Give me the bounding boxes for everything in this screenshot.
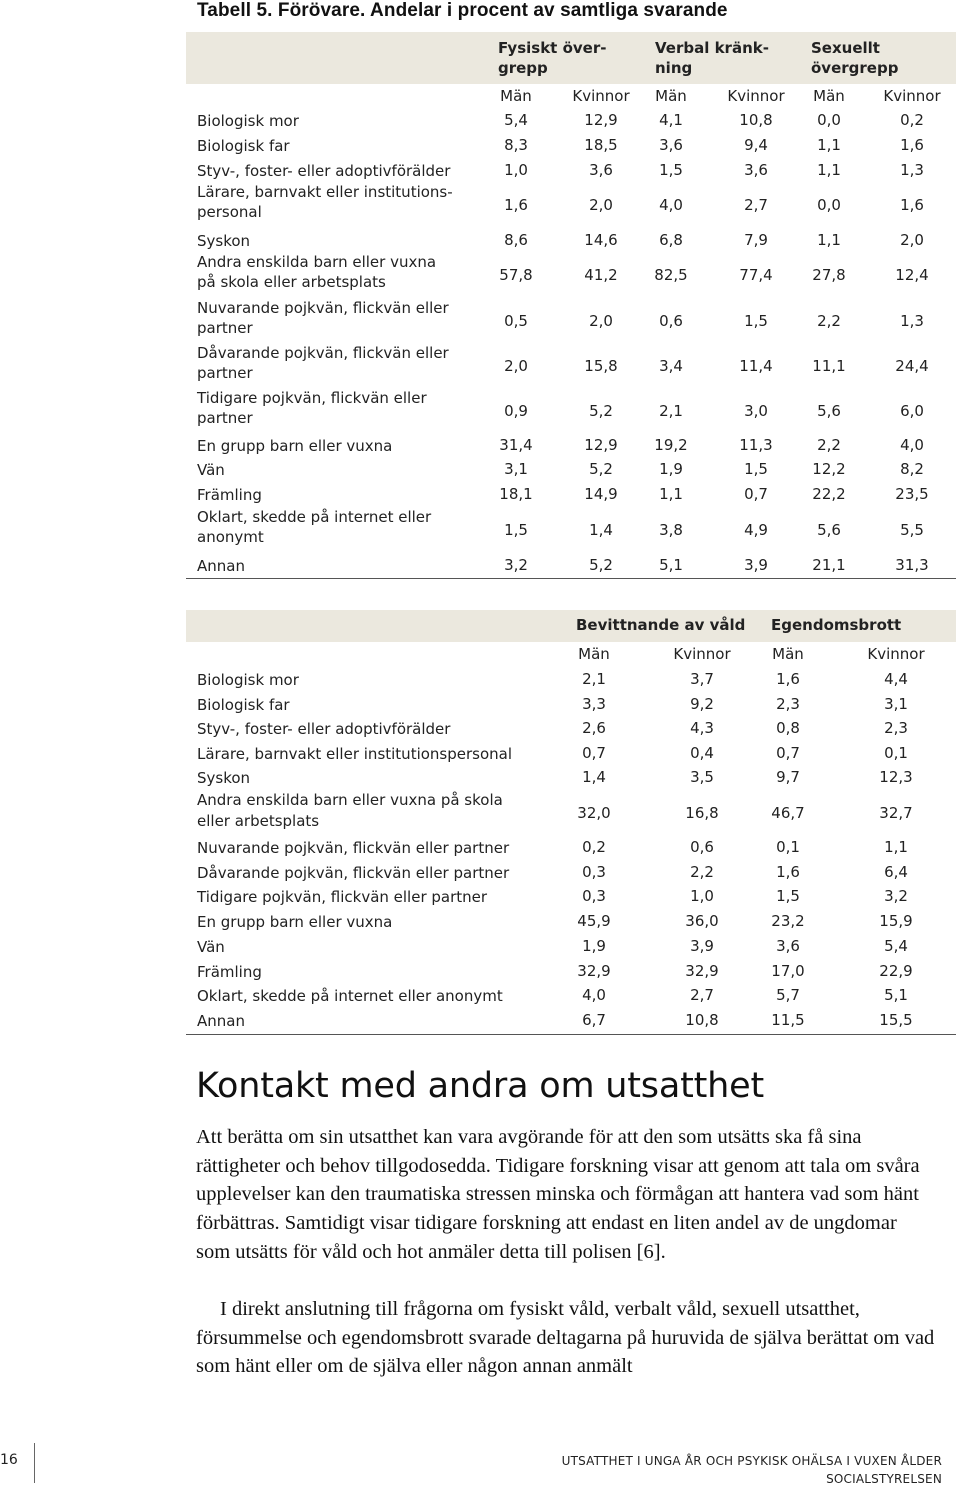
table-cell: 2,2 — [817, 436, 841, 454]
table-cell: 3,6 — [776, 937, 800, 955]
table-cell: 15,8 — [584, 357, 618, 375]
table-cell: 1,5 — [776, 887, 800, 905]
table-cell: 32,9 — [577, 962, 611, 980]
table-cell: 2,7 — [744, 196, 768, 214]
table-cell: 16,8 — [685, 804, 719, 822]
column-group-header: Sexuellt övergrepp — [811, 39, 899, 77]
table-cell: 15,9 — [879, 912, 913, 930]
table-cell: 1,3 — [900, 161, 924, 179]
table-cell: 23,2 — [771, 912, 805, 930]
table-cell: 3,5 — [690, 768, 714, 786]
table-cell: 0,2 — [900, 111, 924, 129]
column-group-header: Bevittnande av våld — [576, 616, 746, 634]
table-cell: 4,0 — [900, 436, 924, 454]
table-cell: 24,4 — [895, 357, 929, 375]
table-cell: 0,9 — [504, 402, 528, 420]
table-cell: 14,6 — [584, 231, 618, 249]
table-cell: 5,4 — [884, 937, 908, 955]
row-label: Oklart, skedde på internet eller anonymt — [197, 987, 503, 1005]
table-cell: 1,1 — [659, 485, 683, 503]
table-cell: 4,1 — [659, 111, 683, 129]
table-cell: 46,7 — [771, 804, 805, 822]
table-cell: 6,8 — [659, 231, 683, 249]
table-cell: 36,0 — [685, 912, 719, 930]
table-cell: 11,3 — [739, 436, 773, 454]
table-cell: 9,2 — [690, 695, 714, 713]
table-cell: 1,9 — [659, 460, 683, 478]
table-cell: 12,4 — [895, 266, 929, 284]
table-cell: 0,4 — [690, 744, 714, 762]
table-cell: 1,4 — [589, 521, 613, 539]
table-cell: 5,6 — [817, 402, 841, 420]
paragraph: I direkt anslutning till frågorna om fysiskt våld, verbalt våld, sexuell utsatthet, försummelse och egendomsbrott svarade deltagarna på huruvida de själva berättat om vad som hänt eller om de själva eller någon annan anmält — [196, 1298, 935, 1378]
row-label: Biologisk mor — [197, 671, 299, 689]
footer-publication-title: UTSATTHET I UNGA ÅR OCH PSYKISK OHÄLSA I VUXEN ÅLDER — [561, 1454, 942, 1468]
table-cell: 12,9 — [584, 111, 618, 129]
table-cell: 32,9 — [685, 962, 719, 980]
table-title: Tabell 5. Förövare. Andelar i procent av samtliga svarande — [197, 0, 728, 21]
paragraph: Att berätta om sin utsatthet kan vara avgörande för att den som utsätts ska få sina rättigheter och behov tillgodosedda. Tidigare forskning visar att genom att tala om svåra upplevelser kan den traumatiska stressen minska och förmågan att hantera vad som hänt förbättras. Samtidigt visar tidigare forskning att endast en liten andel av de ungdomar som utsätts för våld och hot anmäler detta till polisen [6]. — [196, 1126, 920, 1263]
table-cell: 6,7 — [582, 1011, 606, 1029]
row-label: Annan — [197, 557, 245, 575]
column-group-header: Fysiskt över- grepp — [498, 39, 607, 77]
table-cell: 1,0 — [690, 887, 714, 905]
row-label: Främling — [197, 963, 262, 981]
table-cell: 2,0 — [589, 312, 613, 330]
table-cell: 1,0 — [504, 161, 528, 179]
table-cell: 1,4 — [582, 768, 606, 786]
table-2-bottom-rule — [186, 1034, 956, 1035]
table-cell: 1,1 — [817, 231, 841, 249]
table-cell: 0,5 — [504, 312, 528, 330]
row-label: Tidigare pojkvän, flickvän eller partner — [197, 888, 488, 906]
table-cell: 1,5 — [744, 460, 768, 478]
table-cell: 0,0 — [817, 196, 841, 214]
table-cell: 23,5 — [895, 485, 929, 503]
row-label: Biologisk far — [197, 137, 290, 155]
table-cell: 4,0 — [582, 986, 606, 1004]
table-cell: 2,3 — [884, 719, 908, 737]
table-cell: 2,0 — [900, 231, 924, 249]
table-cell: 3,4 — [659, 357, 683, 375]
table-cell: 5,5 — [900, 521, 924, 539]
table-cell: 2,1 — [659, 402, 683, 420]
row-label: Dåvarande pojkvän, flickvän eller partner — [197, 344, 449, 382]
table-cell: 1,5 — [659, 161, 683, 179]
table-cell: 1,6 — [900, 196, 924, 214]
table-cell: 12,2 — [812, 460, 846, 478]
table-cell: 2,0 — [504, 357, 528, 375]
row-label: Annan — [197, 1012, 245, 1030]
table-cell: 0,3 — [582, 863, 606, 881]
table-cell: 3,2 — [884, 887, 908, 905]
table-cell: 2,6 — [582, 719, 606, 737]
row-label: Styv-, foster- eller adoptivförälder — [197, 720, 451, 738]
row-label: Vän — [197, 461, 225, 479]
table-cell: 57,8 — [499, 266, 533, 284]
row-label: Oklart, skedde på internet eller anonymt — [197, 508, 432, 546]
table-cell: 3,3 — [582, 695, 606, 713]
table-cell: 8,3 — [504, 136, 528, 154]
table-cell: 1,1 — [884, 838, 908, 856]
table-cell: 45,9 — [577, 912, 611, 930]
table-cell: 0,3 — [582, 887, 606, 905]
table-cell: 3,9 — [744, 556, 768, 574]
table-cell: 8,6 — [504, 231, 528, 249]
row-label: Syskon — [197, 769, 251, 787]
table-cell: 11,5 — [771, 1011, 805, 1029]
table-cell: 5,7 — [776, 986, 800, 1004]
table-cell: 3,0 — [744, 402, 768, 420]
table-cell: 2,0 — [589, 196, 613, 214]
column-subheader: Män — [813, 87, 845, 105]
table-cell: 22,9 — [879, 962, 913, 980]
column-subheader: Kvinnor — [673, 645, 731, 663]
column-subheader: Kvinnor — [883, 87, 941, 105]
table-cell: 32,0 — [577, 804, 611, 822]
row-label: Biologisk mor — [197, 112, 299, 130]
table-cell: 21,1 — [812, 556, 846, 574]
column-subheader: Män — [655, 87, 687, 105]
table-cell: 15,5 — [879, 1011, 913, 1029]
table-cell: 1,6 — [900, 136, 924, 154]
column-subheader: Kvinnor — [727, 87, 785, 105]
footer-divider — [34, 1443, 35, 1483]
row-label: En grupp barn eller vuxna — [197, 913, 393, 931]
table-cell: 11,4 — [739, 357, 773, 375]
table-cell: 0,7 — [582, 744, 606, 762]
table-cell: 5,1 — [884, 986, 908, 1004]
column-subheader: Män — [578, 645, 610, 663]
table-cell: 3,8 — [659, 521, 683, 539]
table-cell: 27,8 — [812, 266, 846, 284]
column-subheader: Män — [500, 87, 532, 105]
row-label: Lärare, barnvakt eller institutions- personal — [197, 183, 453, 221]
table-cell: 82,5 — [654, 266, 688, 284]
table-cell: 9,7 — [776, 768, 800, 786]
table-cell: 2,2 — [690, 863, 714, 881]
table-cell: 0,6 — [690, 838, 714, 856]
table-cell: 3,7 — [690, 670, 714, 688]
table-cell: 0,7 — [776, 744, 800, 762]
row-label: Lärare, barnvakt eller institutionspersonal — [197, 745, 513, 763]
table-cell: 4,4 — [884, 670, 908, 688]
table-cell: 5,4 — [504, 111, 528, 129]
table-cell: 11,1 — [812, 357, 846, 375]
row-label: Biologisk far — [197, 696, 290, 714]
table-cell: 0,1 — [776, 838, 800, 856]
row-label: Andra enskilda barn eller vuxna på skola eller arbetsplats — [197, 253, 437, 291]
table-cell: 5,6 — [817, 521, 841, 539]
table-cell: 7,9 — [744, 231, 768, 249]
table-cell: 1,6 — [776, 670, 800, 688]
table-cell: 6,4 — [884, 863, 908, 881]
table-cell: 0,2 — [582, 838, 606, 856]
row-label: Styv-, foster- eller adoptivförälder — [197, 162, 451, 180]
table-1-bottom-rule — [186, 578, 956, 579]
table-cell: 32,7 — [879, 804, 913, 822]
table-cell: 17,0 — [771, 962, 805, 980]
table-cell: 0,0 — [817, 111, 841, 129]
table-cell: 6,0 — [900, 402, 924, 420]
table-cell: 1,9 — [582, 937, 606, 955]
table-cell: 2,7 — [690, 986, 714, 1004]
table-cell: 0,8 — [776, 719, 800, 737]
row-label: Syskon — [197, 232, 251, 250]
table-cell: 31,3 — [895, 556, 929, 574]
page-number: 16 — [0, 1452, 18, 1468]
table-cell: 3,1 — [884, 695, 908, 713]
table-cell: 8,2 — [900, 460, 924, 478]
table-cell: 1,1 — [817, 161, 841, 179]
table-cell: 18,1 — [499, 485, 533, 503]
table-cell: 9,4 — [744, 136, 768, 154]
footer-organization: SOCIALSTYRELSEN — [826, 1472, 942, 1486]
row-label: Tidigare pojkvän, flickvän eller partner — [197, 389, 427, 427]
row-label: Dåvarande pojkvän, flickvän eller partner — [197, 864, 510, 882]
table-cell: 5,2 — [589, 402, 613, 420]
table-cell: 5,2 — [589, 460, 613, 478]
table-cell: 1,3 — [900, 312, 924, 330]
column-subheader: Män — [772, 645, 804, 663]
row-label: En grupp barn eller vuxna — [197, 437, 393, 455]
row-label: Nuvarande pojkvän, flickvän eller partner — [197, 299, 449, 337]
table-cell: 19,2 — [654, 436, 688, 454]
table-cell: 2,2 — [817, 312, 841, 330]
table-cell: 10,8 — [739, 111, 773, 129]
table-cell: 0,6 — [659, 312, 683, 330]
table-cell: 18,5 — [584, 136, 618, 154]
row-label: Nuvarande pojkvän, flickvän eller partner — [197, 839, 510, 857]
table-cell: 22,2 — [812, 485, 846, 503]
table-cell: 4,3 — [690, 719, 714, 737]
table-cell: 2,3 — [776, 695, 800, 713]
table-cell: 1,5 — [744, 312, 768, 330]
column-group-header: Egendomsbrott — [771, 616, 902, 634]
section-heading: Kontakt med andra om utsatthet — [196, 1066, 764, 1106]
table-cell: 12,9 — [584, 436, 618, 454]
table-cell: 1,5 — [504, 521, 528, 539]
table-cell: 31,4 — [499, 436, 533, 454]
table-cell: 5,2 — [589, 556, 613, 574]
table-cell: 12,3 — [879, 768, 913, 786]
table-cell: 3,6 — [589, 161, 613, 179]
table-cell: 3,6 — [744, 161, 768, 179]
table-cell: 0,7 — [744, 485, 768, 503]
table-cell: 0,1 — [884, 744, 908, 762]
table-cell: 3,2 — [504, 556, 528, 574]
table-cell: 3,1 — [504, 460, 528, 478]
table-cell: 1,1 — [817, 136, 841, 154]
table-cell: 2,1 — [582, 670, 606, 688]
table-cell: 1,6 — [776, 863, 800, 881]
table-cell: 77,4 — [739, 266, 773, 284]
table-cell: 41,2 — [584, 266, 618, 284]
table-cell: 5,1 — [659, 556, 683, 574]
table-cell: 10,8 — [685, 1011, 719, 1029]
table-cell: 3,6 — [659, 136, 683, 154]
row-label: Vän — [197, 938, 225, 956]
table-cell: 14,9 — [584, 485, 618, 503]
table-cell: 1,6 — [504, 196, 528, 214]
column-subheader: Kvinnor — [867, 645, 925, 663]
column-subheader: Kvinnor — [572, 87, 630, 105]
column-group-header: Verbal kränk- ning — [655, 39, 769, 77]
table-cell: 4,0 — [659, 196, 683, 214]
row-label: Andra enskilda barn eller vuxna på skola eller arbetsplats — [197, 791, 503, 830]
row-label: Främling — [197, 486, 262, 504]
table-cell: 4,9 — [744, 521, 768, 539]
table-cell: 3,9 — [690, 937, 714, 955]
